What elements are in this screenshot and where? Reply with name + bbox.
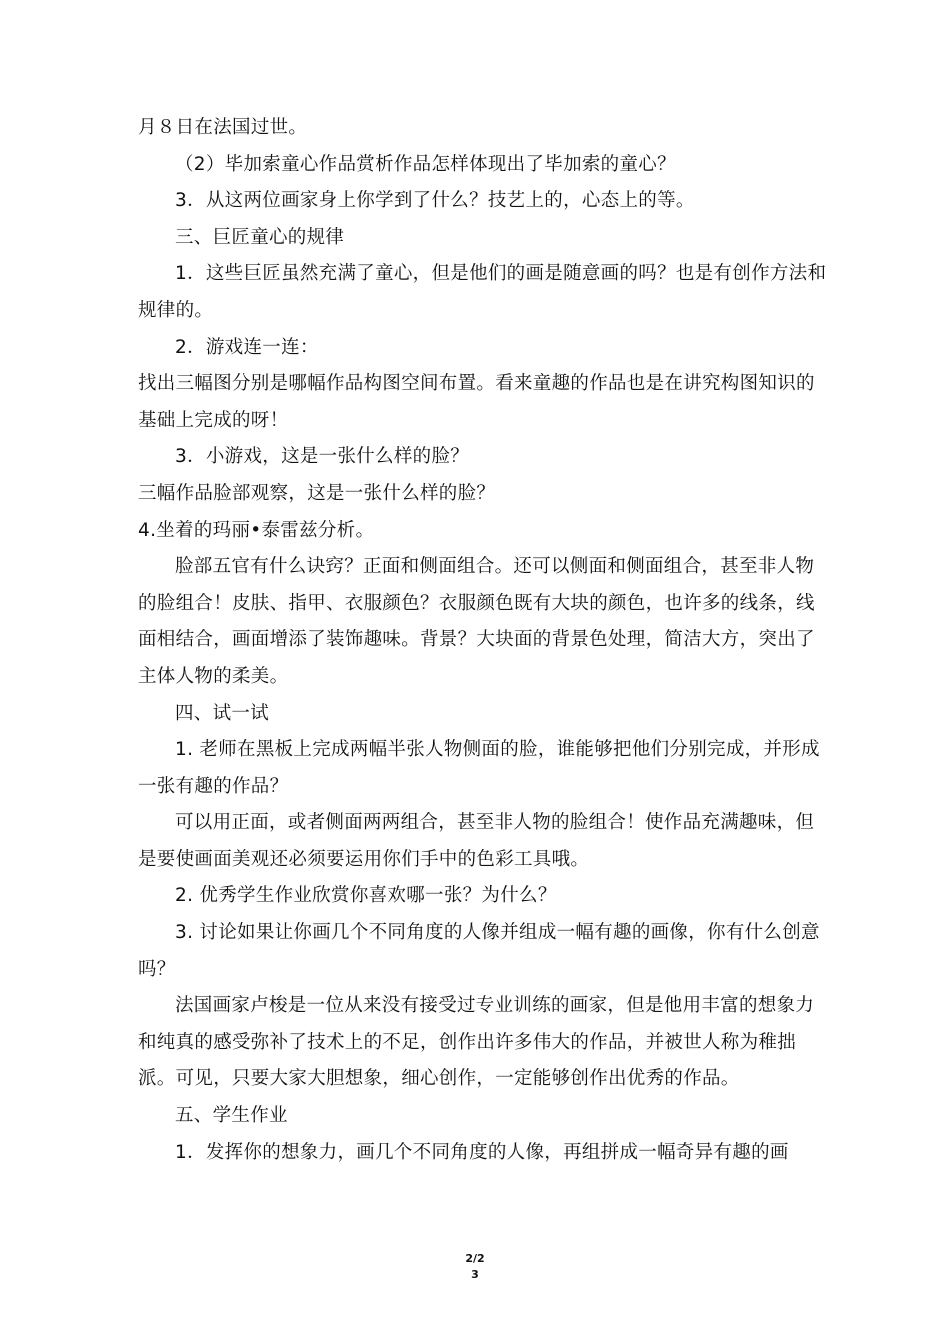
page-indicator: 2/2 xyxy=(465,1252,485,1265)
paragraph: 3. 讨论如果让你画几个不同角度的人像并组成一幅有趣的画像，你有什么创意吗？ xyxy=(138,922,820,980)
paragraph: 2．游戏连一连： xyxy=(175,336,319,358)
paragraph: 2. 优秀学生作业欣赏你喜欢哪一张？为什么？ xyxy=(175,885,557,907)
paragraph: 1．这些巨匠虽然充满了童心，但是他们的画是随意画的吗？也是有创作方法和规律的。 xyxy=(138,263,827,321)
paragraph: 3．从这两位画家身上你学到了什么？技艺上的，心态上的等。 xyxy=(175,190,695,212)
paragraph: 1. 老师在黑板上完成两幅半张人物侧面的脸，谁能够把他们分别完成，并形成一张有趣的作品？ xyxy=(138,739,820,797)
paragraph: 4.坐着的玛丽•泰雷兹分析。 xyxy=(138,519,375,541)
paragraph: 找出三幅图分别是哪幅作品构图空间布置。看来童趣的作品也是在讲究构图知识的基础上完成的呀！ xyxy=(138,373,815,431)
page-number: 3 xyxy=(471,1268,479,1281)
paragraph: 1．发挥你的想象力，画几个不同角度的人像，再组拼成一幅奇异有趣的画 xyxy=(175,1141,789,1163)
section-heading: 四、试一试 xyxy=(175,702,270,724)
document-body xyxy=(138,110,828,1171)
paragraph: 三幅作品脸部观察，这是一张什么样的脸？ xyxy=(138,482,496,504)
section-heading: 三、巨匠童心的规律 xyxy=(175,226,345,248)
section-heading: 五、学生作业 xyxy=(175,1105,288,1127)
paragraph: 月８日在法国过世。 xyxy=(138,117,308,138)
paragraph: 脸部五官有什么诀窍？正面和侧面组合。还可以侧面和侧面组合，甚至非人物的脸组合！皮肤、指甲、衣服颜色？衣服颜色既有大块的颜色，也许多的线条，线面相结合，画面增添了装饰趣味。背景？大块面的背景色处理，简洁大方，突出了主体人物的柔美。 xyxy=(138,556,815,687)
paragraph: 可以用正面，或者侧面两两组合，甚至非人物的脸组合！使作品充满趣味，但是要使画面美观还必须要运用你们手中的色彩工具哦。 xyxy=(138,812,815,870)
paragraph: （2）毕加索童心作品赏析作品怎样体现出了毕加索的童心？ xyxy=(175,153,676,175)
paragraph: 法国画家卢梭是一位从来没有接受过专业训练的画家，但是他用丰富的想象力和纯真的感受弥补了技术上的不足，创作出许多伟大的作品，并被世人称为稚拙派。可见，只要大家大胆想象，细心创作，一定能够创作出优秀的作品。 xyxy=(138,995,815,1090)
paragraph: 3．小游戏，这是一张什么样的脸？ xyxy=(175,446,470,468)
